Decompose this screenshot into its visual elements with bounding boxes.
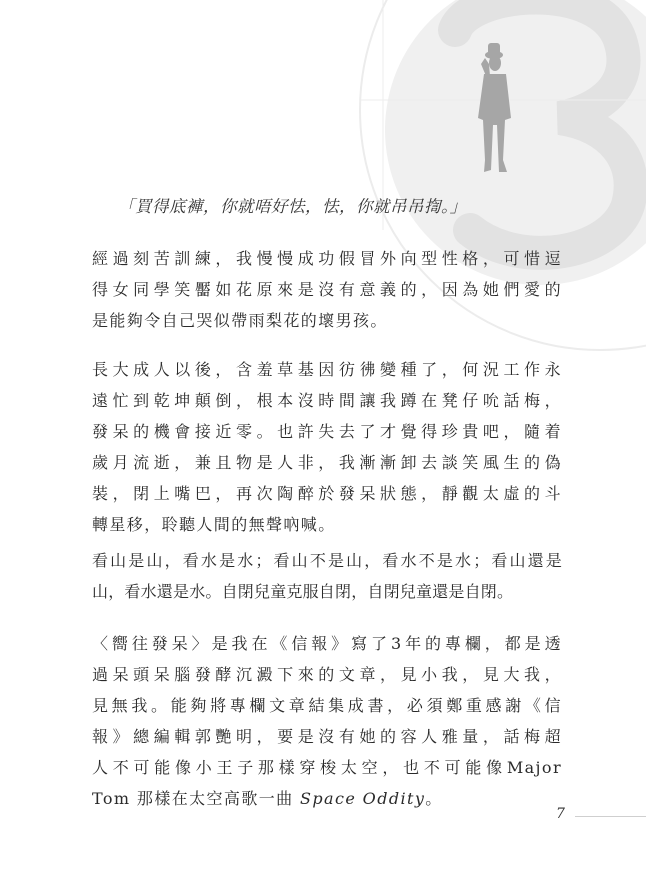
paragraph-line: 是能夠令自己哭似帶雨梨花的壞男孩。 <box>92 311 388 330</box>
paragraph-line: 長大成人以後，含羞草基因彷彿變種了，何況工作永 <box>92 360 562 379</box>
paragraph-line: 〈嚮往發呆〉是我在《信報》寫了3年的專欄，都是透 <box>92 634 562 653</box>
paragraph-line: 遠忙到乾坤顛倒，根本沒時間讓我蹲在凳仔吮話梅， <box>92 391 562 410</box>
paragraph-line: 報》總編輯郭艷明，要是沒有她的容人雅量，話梅超 <box>92 727 562 746</box>
last-line-prefix: Tom 那樣在太空高歌一曲 <box>92 789 301 808</box>
paragraph-4 <box>92 628 562 814</box>
paragraph-line: 過呆頭呆腦發酵沉澱下來的文章，見小我，見大我， <box>92 665 562 684</box>
last-line-suffix: 。 <box>425 789 443 808</box>
page-number-rule <box>575 816 646 817</box>
paragraph-3 <box>92 545 562 607</box>
paragraph-2 <box>92 354 562 540</box>
page-number: 7 <box>556 806 565 822</box>
chapter-epigraph-quote: 「買得底褲，你就唔好怯，怯，你就吊吊揈。」 <box>118 197 467 216</box>
paragraph-line: 得女同學笑靨如花原來是沒有意義的，因為她們愛的 <box>92 280 562 299</box>
paragraph-line: 山，看水還是水。自閉兒童克服自閉，自閉兒童還是自閉。 <box>92 582 514 601</box>
paragraph-1 <box>92 243 562 336</box>
paragraph-line: 發呆的機會接近零。也許失去了才覺得珍貴吧，隨着 <box>92 422 562 441</box>
paragraph-line: 看山是山，看水是水；看山不是山，看水不是水；看山還是 <box>92 551 562 570</box>
paragraph-line: 轉星移，聆聽人間的無聲吶喊。 <box>92 515 336 534</box>
paragraph-last-line <box>92 783 562 814</box>
paragraph-line: 歲月流逝，兼且物是人非，我漸漸卸去談笑風生的偽 <box>92 453 562 472</box>
paragraph-line: 見無我。能夠將專欄文章結集成書，必須鄭重感謝《信 <box>92 696 562 715</box>
song-title: Space Oddity <box>300 789 426 808</box>
paragraph-line: 人不可能像小王子那樣穿梭太空，也不可能像Major <box>92 758 562 777</box>
paragraph-line: 經過刻苦訓練，我慢慢成功假冒外向型性格，可惜逗 <box>92 249 562 268</box>
paragraph-line: 裝，閉上嘴巴，再次陶醉於發呆狀態，靜觀太虛的斗 <box>92 484 562 503</box>
